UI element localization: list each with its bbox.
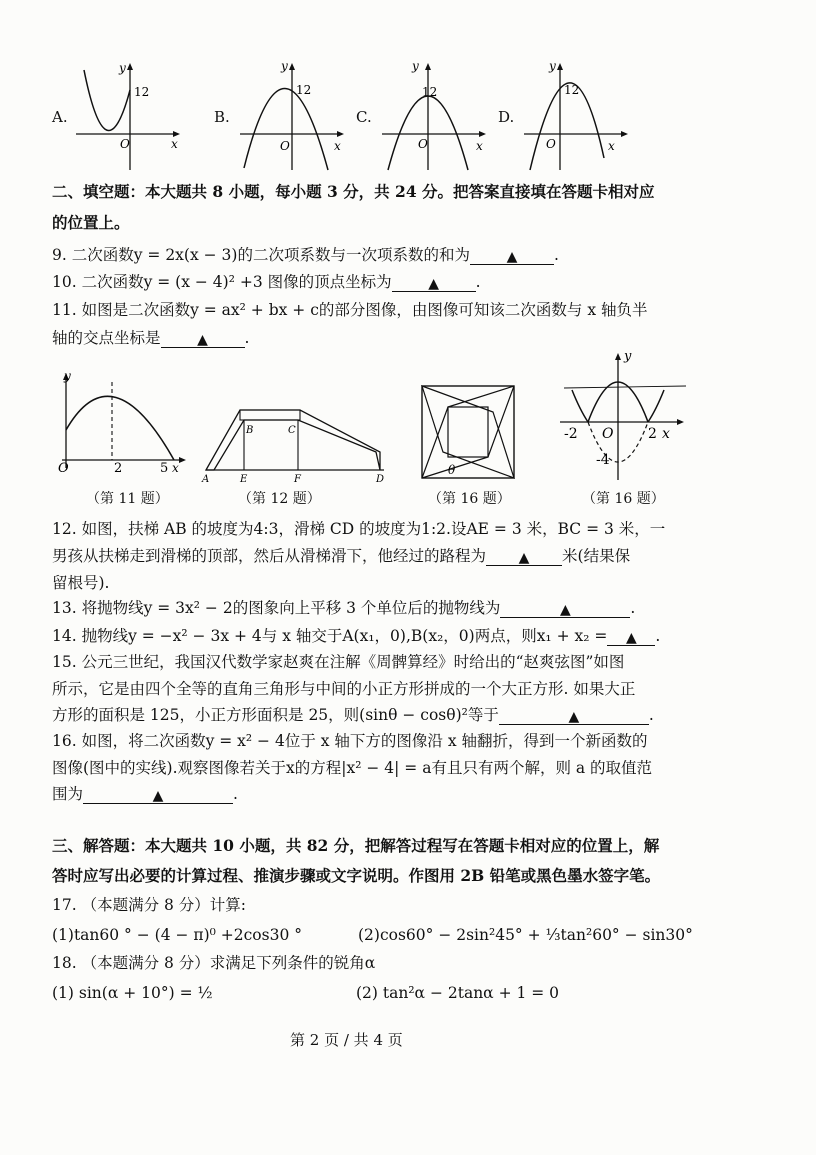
figure-16b-caption: （第 16 题）	[582, 491, 665, 507]
figure-16b	[556, 350, 690, 482]
option-a-origin: O	[120, 137, 130, 151]
question-14-text: 14. 抛物线y = −x² − 3x + 4与 x 轴交于A(x₁，0),B(x₂，0)两点，则x₁ + x₂ =	[52, 627, 608, 645]
option-c-x-label: x	[476, 139, 483, 153]
question-10-text: 10. 二次函数y = (x − 4)² +3 图像的顶点坐标为	[52, 273, 392, 291]
section3-heading-line2: 答时应写出必要的计算过程、推演步骤或文字说明。作图用 2B 铅笔或黑色墨水签字笔。	[52, 866, 661, 885]
option-d-graph	[520, 58, 632, 176]
blank-mark: ▲	[152, 788, 164, 804]
option-b-origin: O	[280, 139, 290, 153]
question-13: 13. 将抛物线y = 3x² − 2的图象向上平移 3 个单位后的抛物线为 ▲ .	[52, 599, 636, 618]
option-d-label: D.	[498, 108, 515, 126]
blank-mark: ▲	[428, 276, 440, 292]
page-footer: 第 2 页 / 共 4 页	[290, 1031, 403, 1049]
fig12-label-d: D	[376, 474, 385, 485]
fig12-label-c: C	[288, 425, 296, 436]
blank-mark: ▲	[568, 709, 580, 725]
fig16b-origin: O	[602, 426, 614, 442]
question-17-part2: (2)cos60° − 2sin²45° + ⅓tan²60° − sin30°	[358, 926, 693, 944]
figure-11	[50, 368, 190, 480]
fig12-label-a: A	[202, 474, 210, 485]
option-c-y-label: y	[412, 59, 419, 73]
question-17-title: 17. （本题满分 8 分）计算:	[52, 896, 247, 914]
question-16-line1: 16. 如图，将二次函数y = x² − 4位于 x 轴下方的图像沿 x 轴翻折，得到一个新函数的	[52, 732, 648, 750]
question-9: 9. 二次函数y = 2x(x − 3)的二次项系数与一次项系数的和为 ▲ .	[52, 246, 559, 265]
fig16b-tick-minus4: -4	[596, 452, 610, 468]
question-12-line3: 留根号).	[52, 574, 110, 592]
question-11-line1: 11. 如图是二次函数y = ax² + bx + c的部分图像，由图像可知该二次函数与 x 轴负半	[52, 301, 648, 319]
option-d-origin: O	[546, 137, 556, 151]
fig11-y-label: y	[64, 369, 71, 383]
question-12-line2	[52, 546, 630, 566]
question-15-blank	[499, 706, 649, 725]
fig11-origin: O	[58, 461, 69, 476]
option-a-x-label: x	[171, 137, 178, 151]
option-b-x-label: x	[334, 139, 341, 153]
fig12-label-b: B	[246, 425, 254, 436]
figure-12-caption: （第 12 题）	[238, 491, 321, 507]
question-18-part1: (1) sin(α + 10°) = ½	[52, 984, 213, 1002]
fig11-tick-2: 2	[114, 461, 123, 476]
question-16-text: 围为	[52, 785, 84, 803]
question-13-text: 13. 将抛物线y = 3x² − 2的图象向上平移 3 个单位后的抛物线为	[52, 599, 501, 617]
section2-heading-line1: 二、填空题：本大题共 8 小题，每小题 3 分，共 24 分。把答案直接填在答题卡相对应	[52, 182, 655, 201]
question-14: 14. 抛物线y = −x² − 3x + 4与 x 轴交于A(x₁，0),B(x₂，0)两点，则x₁ + x₂ = ▲ .	[52, 627, 661, 646]
option-d-value: 12	[564, 83, 580, 97]
option-c-graph	[378, 58, 490, 176]
question-11-text: 轴的交点坐标是	[52, 329, 161, 347]
option-b-y-label: y	[281, 59, 288, 73]
blank-mark: ▲	[506, 249, 518, 265]
fig12-label-e: E	[240, 474, 248, 485]
fig16b-y-label: y	[624, 350, 632, 364]
blank-mark: ▲	[560, 602, 571, 618]
question-18-part2: (2) tan²α − 2tanα + 1 = 0	[356, 984, 560, 1002]
section3-heading-line1: 三、解答题：本大题共 10 小题，共 82 分，把解答过程写在答题卡相对应的位置上，解	[52, 836, 660, 855]
question-15-line1: 15. 公元三世纪，我国汉代数学家赵爽在注解《周髀算经》时给出的“赵爽弦图”如图	[52, 653, 625, 671]
option-a-value: 12	[134, 85, 150, 99]
option-c-value: 12	[422, 85, 438, 99]
question-11-line2: 轴的交点坐标是 ▲ .	[52, 329, 250, 348]
figure-11-caption: （第 11 题）	[86, 491, 169, 507]
question-16-line3: 围为 ▲ .	[52, 785, 238, 804]
question-15-line3: 方形的面积是 125，小正方形面积是 25，则(sinθ − cosθ)²等于 ▲ .	[52, 706, 654, 725]
fig16b-tick-minus2: -2	[564, 426, 578, 442]
question-12-blank	[486, 547, 562, 566]
figure-16a-caption: （第 16 题）	[428, 491, 511, 507]
option-d-x-label: x	[608, 139, 615, 153]
question-13-blank	[500, 599, 630, 618]
fig16b-x-label: x	[662, 426, 670, 442]
fig16a-theta: θ	[448, 463, 456, 477]
question-12-line1: 12. 如图，扶梯 AB 的坡度为4:3，滑梯 CD 的坡度为1:2.设AE = 3 米，BC = 3 米，一	[52, 520, 666, 538]
blank-mark: ▲	[518, 550, 530, 566]
fig11-x-label: x	[172, 461, 179, 475]
question-15-line2: 所示，它是由四个全等的直角三角形与中间的小正方形拼成的一个大正方形. 如果大正	[52, 680, 636, 698]
question-10-blank	[392, 273, 476, 292]
option-d-y-label: y	[549, 59, 556, 73]
blank-mark: ▲	[625, 630, 637, 646]
option-a-label: A.	[52, 108, 68, 126]
section2-heading-line2: 的位置上。	[52, 213, 130, 232]
figure-12	[200, 400, 390, 486]
blank-mark: ▲	[197, 332, 208, 348]
question-17-part1: (1)tan60 ° − (4 − π)⁰ +2cos30 °	[52, 926, 302, 944]
option-c-origin: O	[418, 137, 428, 151]
question-9-blank	[470, 246, 554, 265]
fig12-label-f: F	[294, 474, 301, 485]
question-12-unit: 米(结果保	[562, 547, 631, 565]
question-12-text: 男孩从扶梯走到滑梯的顶部，然后从滑梯滑下，他经过的路程为	[52, 547, 487, 565]
option-a-y-label: y	[119, 61, 126, 75]
question-9-text: 9. 二次函数y = 2x(x − 3)的二次项系数与一次项系数的和为	[52, 246, 470, 264]
option-b-graph	[236, 58, 348, 176]
option-b-label: B.	[214, 108, 230, 126]
fig11-tick-5: 5	[160, 461, 169, 476]
figure-16a-zhao-shuang-diagram	[418, 382, 518, 482]
question-18-title: 18. （本题满分 8 分）求满足下列条件的锐角α	[52, 954, 376, 972]
question-14-blank	[607, 627, 655, 646]
fig16b-tick-2: 2	[648, 426, 657, 442]
question-15-text: 方形的面积是 125，小正方形面积是 25，则(sinθ − cosθ)²等于	[52, 706, 499, 724]
option-a-graph	[72, 58, 184, 176]
question-16-line2: 图像(图中的实线).观察图像若关于x的方程|x² − 4| = a有且只有两个解，则 a 的取值范	[52, 759, 653, 777]
question-10: 10. 二次函数y = (x − 4)² +3 图像的顶点坐标为 ▲ .	[52, 273, 481, 292]
question-16-blank	[83, 785, 233, 804]
option-c-label: C.	[356, 108, 372, 126]
question-11-blank	[161, 329, 245, 348]
option-b-value: 12	[296, 83, 312, 97]
